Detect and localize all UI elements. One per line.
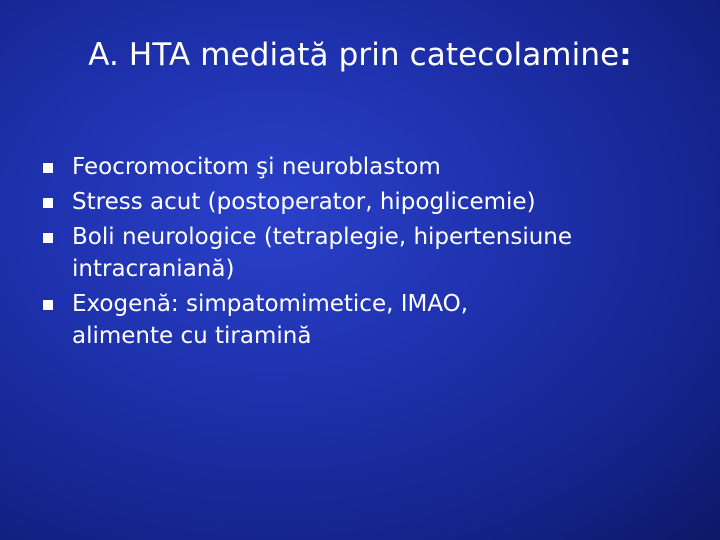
- square-bullet-icon: [43, 233, 53, 243]
- square-bullet-icon: [43, 163, 53, 173]
- bullet-item-acute-stress: [40, 186, 690, 218]
- bullet-text: Exogenă: simpatomimetice, IMAO,: [72, 291, 469, 317]
- bullet-text: Feocromocitom şi neuroblastom: [72, 154, 441, 180]
- bullet-list: [40, 151, 690, 355]
- slide-title-colon: :: [619, 37, 632, 73]
- square-bullet-icon: [43, 198, 53, 208]
- square-bullet-icon: [43, 300, 53, 310]
- slide-title: [0, 33, 720, 77]
- bullet-text-continuation: alimente cu tiramină: [72, 323, 312, 349]
- bullet-text-continuation: intracraniană): [72, 256, 235, 282]
- bullet-item-neurologic-diseases: [40, 221, 690, 285]
- bullet-item-exogenous: [40, 288, 690, 352]
- bullet-text: Stress acut (postoperator, hipoglicemie): [72, 189, 536, 215]
- bullet-text: Boli neurologice (tetraplegie, hipertensiune: [72, 224, 573, 250]
- bullet-item-pheochromocytoma: [40, 151, 690, 183]
- slide-title-text: A. HTA mediată prin catecolamine: [88, 37, 620, 73]
